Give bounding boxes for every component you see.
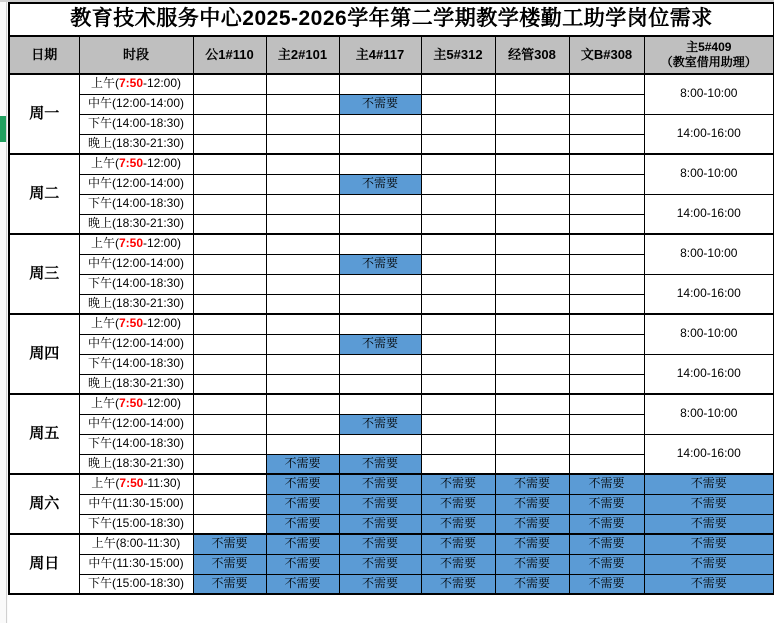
room-status-cell[interactable] (193, 214, 266, 234)
schedule-row (9, 434, 774, 454)
room-status-cell[interactable] (495, 134, 569, 154)
room-status-cell[interactable]: 不需要 (339, 494, 421, 514)
room-status-cell[interactable]: 不需要 (266, 474, 339, 494)
room-status-cell[interactable] (339, 154, 421, 174)
room-status-cell[interactable] (193, 234, 266, 254)
schedule-row (9, 534, 774, 554)
room-status-cell[interactable]: 不需要 (339, 514, 421, 534)
assistant-time-cell[interactable]: 8:00-10:00 (644, 314, 774, 354)
room-status-cell[interactable] (421, 274, 495, 294)
time-slot-cell[interactable] (79, 514, 193, 534)
assistant-time-cell[interactable]: 14:00-16:00 (644, 114, 774, 154)
room-status-cell[interactable] (495, 454, 569, 474)
room-status-cell[interactable] (421, 434, 495, 454)
room-status-cell[interactable]: 不需要 (339, 454, 421, 474)
room-status-cell[interactable] (193, 314, 266, 334)
day-cell[interactable]: 周日 (9, 534, 79, 594)
room-status-cell[interactable] (421, 314, 495, 334)
room-status-cell[interactable] (495, 334, 569, 354)
time-slot-cell[interactable] (79, 234, 193, 254)
time-slot-cell[interactable] (79, 474, 193, 494)
room-status-cell[interactable] (569, 134, 644, 154)
time-slot-cell[interactable] (79, 414, 193, 434)
room-status-cell[interactable]: 不需要 (266, 454, 339, 474)
room-status-cell[interactable] (266, 134, 339, 154)
room-status-cell[interactable] (193, 274, 266, 294)
col-header-time-slot[interactable]: 时段 (79, 36, 193, 74)
assistant-status-cell[interactable]: 不需要 (644, 514, 774, 534)
room-status-cell[interactable]: 不需要 (339, 534, 421, 554)
assistant-time-cell[interactable]: 14:00-16:00 (644, 434, 774, 474)
room-status-cell[interactable] (266, 214, 339, 234)
room-status-cell[interactable] (339, 214, 421, 234)
room-status-cell[interactable] (421, 214, 495, 234)
room-status-cell[interactable] (495, 254, 569, 274)
room-status-cell[interactable]: 不需要 (266, 494, 339, 514)
room-status-cell[interactable] (495, 174, 569, 194)
schedule-row (9, 234, 774, 254)
room-status-cell[interactable] (569, 114, 644, 134)
room-status-cell[interactable]: 不需要 (266, 534, 339, 554)
col-header-zhu5-409-assistant[interactable] (644, 36, 774, 74)
col-header-zhu5-312[interactable]: 主5#312 (421, 36, 495, 74)
col-header-zhu2-101[interactable]: 主2#101 (266, 36, 339, 74)
room-status-cell[interactable] (339, 294, 421, 314)
room-status-cell[interactable] (266, 114, 339, 134)
room-status-cell[interactable] (266, 94, 339, 114)
time-text: 上午( (90, 316, 119, 331)
room-status-cell[interactable]: 不需要 (266, 554, 339, 574)
room-status-cell[interactable] (266, 334, 339, 354)
room-status-cell[interactable] (266, 234, 339, 254)
room-status-cell[interactable]: 不需要 (495, 494, 569, 514)
room-status-cell[interactable] (339, 374, 421, 394)
time-slot-cell[interactable] (79, 214, 193, 234)
time-early-start-red: 7:50 (118, 316, 143, 331)
time-slot-cell[interactable] (79, 114, 193, 134)
room-status-cell[interactable]: 不需要 (421, 474, 495, 494)
room-status-cell[interactable] (421, 254, 495, 274)
room-status-cell[interactable] (495, 114, 569, 134)
room-status-cell[interactable] (569, 454, 644, 474)
time-text: 晚上(18:30-21:30) (87, 455, 185, 470)
room-status-cell[interactable] (569, 214, 644, 234)
time-text: 下午(14:00-18:30) (87, 356, 185, 371)
room-status-cell[interactable] (569, 314, 644, 334)
schedule-row (9, 354, 774, 374)
room-status-cell[interactable]: 不需要 (339, 554, 421, 574)
room-status-cell[interactable] (421, 354, 495, 374)
room-status-cell[interactable] (569, 154, 644, 174)
time-slot-cell[interactable] (79, 534, 193, 554)
room-status-cell[interactable] (193, 194, 266, 214)
room-status-cell[interactable] (421, 154, 495, 174)
time-text: 上午( (90, 76, 119, 91)
room-status-cell[interactable] (193, 294, 266, 314)
room-status-cell[interactable] (421, 174, 495, 194)
room-status-cell[interactable] (266, 294, 339, 314)
time-slot-cell[interactable] (79, 254, 193, 274)
time-text: 下午(14:00-18:30) (87, 276, 185, 291)
room-status-cell[interactable] (569, 234, 644, 254)
assistant-time-cell[interactable]: 14:00-16:00 (644, 354, 774, 394)
schedule-row (9, 494, 774, 514)
room-status-cell[interactable]: 不需要 (495, 554, 569, 574)
room-status-cell[interactable] (569, 434, 644, 454)
room-status-cell[interactable] (266, 274, 339, 294)
room-status-cell[interactable] (193, 494, 266, 514)
room-status-cell[interactable] (569, 254, 644, 274)
room-status-cell[interactable]: 不需要 (421, 534, 495, 554)
time-text: -11:30) (143, 476, 181, 491)
time-slot-cell[interactable] (79, 174, 193, 194)
time-early-start-red: 7:50 (119, 476, 144, 491)
room-status-cell[interactable] (266, 374, 339, 394)
room-status-cell[interactable] (193, 94, 266, 114)
time-slot-cell[interactable] (79, 274, 193, 294)
room-status-cell[interactable] (421, 114, 495, 134)
room-status-cell[interactable] (495, 414, 569, 434)
room-status-cell[interactable] (421, 294, 495, 314)
time-text: -12:00) (143, 156, 182, 171)
time-text: 中午(11:30-15:00) (88, 496, 184, 511)
col-header-jingguan-308[interactable]: 经管308 (495, 36, 569, 74)
assistant-time-cell[interactable]: 8:00-10:00 (644, 234, 774, 274)
time-text: 中午(11:30-15:00) (88, 556, 184, 571)
time-text: 晚上(18:30-21:30) (87, 215, 185, 230)
assistant-status-cell[interactable]: 不需要 (644, 574, 774, 594)
assistant-time-cell[interactable]: 8:00-10:00 (644, 154, 774, 194)
time-text: 中午(12:00-14:00) (87, 416, 185, 431)
room-status-cell[interactable] (339, 234, 421, 254)
time-text: 晚上(18:30-21:30) (87, 135, 185, 150)
room-status-cell[interactable] (495, 374, 569, 394)
col-header-zhu4-117[interactable]: 主4#117 (339, 36, 421, 74)
room-status-cell[interactable]: 不需要 (495, 514, 569, 534)
room-status-cell[interactable] (569, 374, 644, 394)
room-status-cell[interactable] (339, 194, 421, 214)
assistant-time-cell[interactable]: 8:00-10:00 (644, 394, 774, 434)
schedule-row (9, 574, 774, 594)
time-slot-cell[interactable] (79, 574, 193, 594)
room-status-cell[interactable] (421, 94, 495, 114)
room-status-cell[interactable] (421, 234, 495, 254)
room-status-cell[interactable] (339, 114, 421, 134)
room-status-cell[interactable] (193, 434, 266, 454)
time-text: 下午(15:00-18:30) (87, 575, 185, 590)
day-cell[interactable]: 周一 (9, 74, 79, 154)
assistant-status-cell[interactable]: 不需要 (644, 534, 774, 554)
room-status-cell[interactable]: 不需要 (266, 514, 339, 534)
room-status-cell[interactable] (266, 354, 339, 374)
room-status-cell[interactable] (495, 234, 569, 254)
schedule-row (9, 474, 774, 494)
time-text: -12:00) (143, 236, 182, 251)
room-status-cell[interactable] (266, 414, 339, 434)
room-status-cell[interactable] (193, 374, 266, 394)
room-status-cell[interactable]: 不需要 (193, 574, 266, 594)
time-text: 中午(12:00-14:00) (87, 176, 185, 191)
row-selection-marker (0, 116, 6, 142)
assistant-status-cell[interactable]: 不需要 (644, 474, 774, 494)
room-status-cell[interactable]: 不需要 (495, 534, 569, 554)
time-text: 上午( (91, 476, 120, 491)
time-slot-cell[interactable] (79, 74, 193, 94)
schedule-table (8, 2, 774, 595)
table-title[interactable]: 教育技术服务中心2025-2026学年第二学期教学楼勤工助学岗位需求 (9, 3, 774, 36)
time-slot-cell[interactable] (79, 434, 193, 454)
room-status-cell[interactable] (495, 74, 569, 94)
room-status-cell[interactable] (193, 394, 266, 414)
room-status-cell[interactable]: 不需要 (339, 174, 421, 194)
schedule-row (9, 274, 774, 294)
room-status-cell[interactable]: 不需要 (421, 554, 495, 574)
room-status-cell[interactable] (421, 134, 495, 154)
time-slot-cell[interactable] (79, 554, 193, 574)
room-status-cell[interactable] (339, 434, 421, 454)
day-cell[interactable]: 周三 (9, 234, 79, 314)
room-status-cell[interactable] (421, 74, 495, 94)
col-header-date[interactable]: 日期 (9, 36, 79, 74)
room-status-cell[interactable]: 不需要 (569, 534, 644, 554)
room-status-cell[interactable] (495, 394, 569, 414)
schedule-row (9, 554, 774, 574)
room-status-cell[interactable] (193, 334, 266, 354)
assistant-header-line2: （教室借用助理） (660, 55, 757, 69)
time-slot-cell[interactable] (79, 454, 193, 474)
schedule-row (9, 154, 774, 174)
time-slot-cell[interactable] (79, 334, 193, 354)
time-early-start-red: 7:50 (118, 76, 143, 91)
room-status-cell[interactable] (569, 274, 644, 294)
schedule-row (9, 514, 774, 534)
room-status-cell[interactable] (421, 374, 495, 394)
time-slot-cell[interactable] (79, 314, 193, 334)
room-status-cell[interactable] (266, 174, 339, 194)
room-status-cell[interactable] (193, 354, 266, 374)
room-status-cell[interactable] (421, 414, 495, 434)
room-status-cell[interactable] (495, 434, 569, 454)
room-status-cell[interactable] (495, 314, 569, 334)
room-status-cell[interactable] (495, 274, 569, 294)
time-slot-cell[interactable] (79, 194, 193, 214)
room-status-cell[interactable]: 不需要 (193, 534, 266, 554)
room-status-cell[interactable] (495, 194, 569, 214)
room-status-cell[interactable]: 不需要 (569, 474, 644, 494)
time-text: 上午( (90, 156, 119, 171)
time-text: 下午(14:00-18:30) (87, 116, 185, 131)
room-status-cell[interactable]: 不需要 (339, 574, 421, 594)
assistant-header-line1: 主5#409 (686, 40, 732, 54)
assistant-status-cell[interactable]: 不需要 (644, 554, 774, 574)
time-text: 晚上(18:30-21:30) (87, 375, 185, 390)
room-status-cell[interactable] (193, 454, 266, 474)
room-status-cell[interactable]: 不需要 (421, 574, 495, 594)
room-status-cell[interactable] (421, 194, 495, 214)
time-slot-cell[interactable] (79, 354, 193, 374)
schedule-row (9, 74, 774, 94)
time-slot-cell[interactable] (79, 374, 193, 394)
room-status-cell[interactable] (193, 174, 266, 194)
room-status-cell[interactable] (421, 454, 495, 474)
time-text: 中午(12:00-14:00) (87, 256, 185, 271)
time-text: 中午(12:00-14:00) (87, 336, 185, 351)
room-status-cell[interactable] (266, 254, 339, 274)
room-status-cell[interactable]: 不需要 (193, 554, 266, 574)
room-status-cell[interactable] (569, 74, 644, 94)
room-status-cell[interactable] (569, 294, 644, 314)
assistant-status-cell[interactable]: 不需要 (644, 494, 774, 514)
schedule-row (9, 114, 774, 134)
time-slot-cell[interactable] (79, 494, 193, 514)
room-status-cell[interactable]: 不需要 (495, 574, 569, 594)
room-status-cell[interactable]: 不需要 (569, 554, 644, 574)
room-status-cell[interactable] (266, 74, 339, 94)
room-status-cell[interactable] (569, 414, 644, 434)
time-text: -12:00) (143, 396, 182, 411)
time-text: -12:00) (143, 76, 182, 91)
room-status-cell[interactable] (193, 114, 266, 134)
room-status-cell[interactable]: 不需要 (569, 494, 644, 514)
room-status-cell[interactable]: 不需要 (421, 514, 495, 534)
room-status-cell[interactable] (193, 134, 266, 154)
room-status-cell[interactable] (266, 194, 339, 214)
room-status-cell[interactable] (339, 314, 421, 334)
room-status-cell[interactable] (193, 474, 266, 494)
time-text: -12:00) (143, 316, 182, 331)
room-status-cell[interactable] (495, 214, 569, 234)
room-status-cell[interactable] (193, 514, 266, 534)
room-status-cell[interactable] (339, 134, 421, 154)
room-status-cell[interactable] (339, 394, 421, 414)
room-status-cell[interactable] (495, 294, 569, 314)
room-status-cell[interactable] (569, 334, 644, 354)
time-slot-cell[interactable] (79, 134, 193, 154)
room-status-cell[interactable] (193, 154, 266, 174)
time-text: 上午( (90, 236, 119, 251)
room-status-cell[interactable] (193, 254, 266, 274)
room-status-cell[interactable]: 不需要 (569, 514, 644, 534)
col-header-gong1-110[interactable]: 公1#110 (193, 36, 266, 74)
time-slot-cell[interactable] (79, 294, 193, 314)
assistant-time-cell[interactable]: 14:00-16:00 (644, 194, 774, 234)
room-status-cell[interactable] (495, 154, 569, 174)
schedule-row (9, 194, 774, 214)
room-status-cell[interactable]: 不需要 (339, 334, 421, 354)
room-status-cell[interactable] (421, 334, 495, 354)
room-status-cell[interactable]: 不需要 (495, 474, 569, 494)
room-status-cell[interactable] (569, 94, 644, 114)
room-status-cell[interactable]: 不需要 (266, 574, 339, 594)
day-cell[interactable]: 周六 (9, 474, 79, 534)
room-status-cell[interactable]: 不需要 (421, 494, 495, 514)
time-text: 中午(12:00-14:00) (87, 96, 185, 111)
time-text: 下午(15:00-18:30) (87, 515, 185, 530)
room-status-cell[interactable] (569, 194, 644, 214)
assistant-time-cell[interactable]: 8:00-10:00 (644, 74, 774, 114)
time-slot-cell[interactable] (79, 154, 193, 174)
time-early-start-red: 7:50 (118, 396, 143, 411)
time-text: 上午( (90, 396, 119, 411)
time-slot-cell[interactable] (79, 394, 193, 414)
room-status-cell[interactable]: 不需要 (339, 94, 421, 114)
room-status-cell[interactable] (495, 94, 569, 114)
schedule-row (9, 314, 774, 334)
day-cell[interactable]: 周四 (9, 314, 79, 394)
col-header-wenb-308[interactable]: 文B#308 (569, 36, 644, 74)
assistant-time-cell[interactable]: 14:00-16:00 (644, 274, 774, 314)
room-status-cell[interactable]: 不需要 (339, 474, 421, 494)
time-early-start-red: 7:50 (118, 156, 143, 171)
row-header-strip (0, 2, 8, 623)
room-status-cell[interactable] (266, 394, 339, 414)
room-status-cell[interactable] (495, 354, 569, 374)
time-text: 上午(8:00-11:30) (91, 536, 181, 551)
time-text: 下午(14:00-18:30) (87, 436, 185, 451)
room-status-cell[interactable] (339, 354, 421, 374)
room-status-cell[interactable] (569, 394, 644, 414)
room-status-cell[interactable] (339, 74, 421, 94)
day-cell[interactable]: 周五 (9, 394, 79, 474)
room-status-cell[interactable]: 不需要 (339, 414, 421, 434)
time-text: 晚上(18:30-21:30) (87, 295, 185, 310)
schedule-row (9, 394, 774, 414)
time-text: 下午(14:00-18:30) (87, 196, 185, 211)
room-status-cell[interactable] (339, 274, 421, 294)
day-cell[interactable]: 周二 (9, 154, 79, 234)
room-status-cell[interactable]: 不需要 (569, 574, 644, 594)
room-status-cell[interactable] (193, 414, 266, 434)
room-status-cell[interactable] (266, 314, 339, 334)
room-status-cell[interactable] (569, 174, 644, 194)
room-status-cell[interactable] (193, 74, 266, 94)
room-status-cell[interactable] (569, 354, 644, 374)
room-status-cell[interactable]: 不需要 (339, 254, 421, 274)
room-status-cell[interactable] (421, 394, 495, 414)
room-status-cell[interactable] (266, 434, 339, 454)
room-status-cell[interactable] (266, 154, 339, 174)
time-slot-cell[interactable] (79, 94, 193, 114)
time-early-start-red: 7:50 (118, 236, 143, 251)
